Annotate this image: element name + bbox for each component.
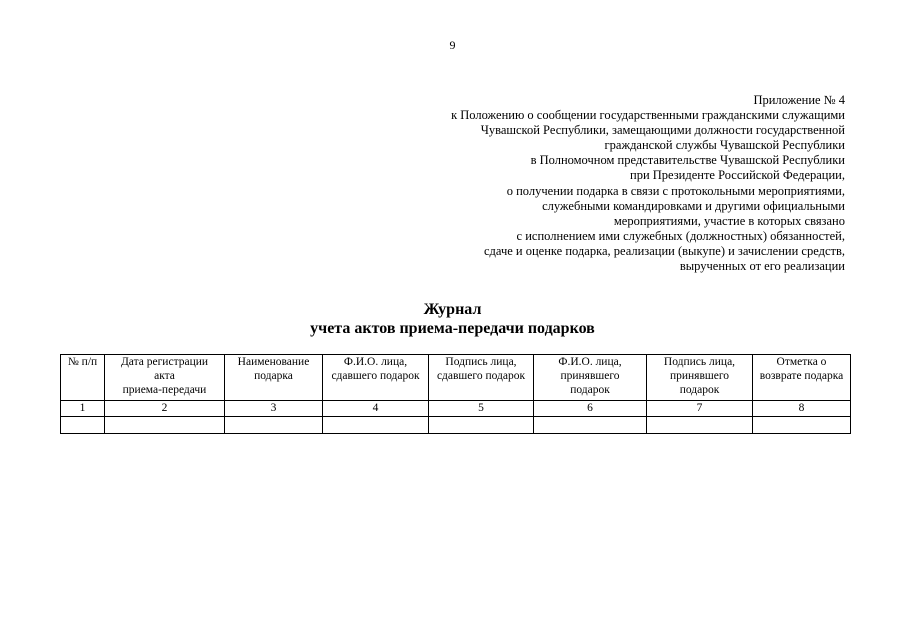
appendix-line: к Положению о сообщении государственными гражданскими служащими bbox=[451, 108, 845, 123]
column-number-cell: 1 bbox=[61, 401, 105, 417]
empty-cell bbox=[753, 417, 851, 434]
empty-cell bbox=[429, 417, 534, 434]
appendix-line: вырученных от его реализации bbox=[679, 259, 845, 274]
column-number-cell: 3 bbox=[225, 401, 323, 417]
table-row bbox=[61, 417, 851, 434]
empty-cell bbox=[105, 417, 225, 434]
header-cell-submitter-name: Ф.И.О. лица, сдавшего подарок bbox=[323, 355, 429, 401]
appendix-line: Приложение № 4 bbox=[753, 93, 845, 107]
title-line-1: Журнал bbox=[423, 301, 482, 318]
empty-cell bbox=[323, 417, 429, 434]
header-row bbox=[61, 355, 851, 401]
column-number-cell: 4 bbox=[323, 401, 429, 417]
column-number-cell: 2 bbox=[105, 401, 225, 417]
appendix-line: при Президенте Российской Федерации, bbox=[630, 168, 845, 183]
column-number-row bbox=[61, 401, 851, 417]
appendix-line: с исполнением ими служебных (должностных) обязанностей, bbox=[516, 228, 845, 243]
column-number-cell: 6 bbox=[534, 401, 647, 417]
empty-cell bbox=[61, 417, 105, 434]
header-cell-submitter-signature: Подпись лица, сдавшего подарок bbox=[429, 355, 534, 401]
header-cell-number: № п/п bbox=[61, 355, 105, 401]
empty-cell bbox=[534, 417, 647, 434]
header-cell-receiver-signature: Подпись лица, принявшего подарок bbox=[647, 355, 753, 401]
header-cell-receiver-name: Ф.И.О. лица, принявшего подарок bbox=[534, 355, 647, 401]
appendix-line: сдаче и оценке подарка, реализации (выкупе) и зачислении средств, bbox=[484, 243, 845, 258]
column-number-cell: 8 bbox=[753, 401, 851, 417]
title-line-2: учета актов приема-передачи подарков bbox=[310, 320, 595, 337]
appendix-line: гражданской службы Чувашской Республики bbox=[604, 138, 845, 153]
appendix-heading bbox=[375, 93, 845, 274]
empty-cell bbox=[647, 417, 753, 434]
column-number-cell: 5 bbox=[429, 401, 534, 417]
header-cell-gift-name: Наименование подарка bbox=[225, 355, 323, 401]
column-number-cell: 7 bbox=[647, 401, 753, 417]
document-title bbox=[0, 300, 905, 338]
appendix-line: Чувашской Республики, замещающими должности государственной bbox=[480, 123, 845, 138]
appendix-line: мероприятиями, участие в которых связано bbox=[613, 213, 845, 228]
appendix-line: служебными командировками и другими официальными bbox=[542, 198, 845, 213]
page-number: 9 bbox=[449, 38, 456, 52]
header-cell-return-mark: Отметка о возврате подарка bbox=[753, 355, 851, 401]
header-cell-date: Дата регистрации акта приема-передачи bbox=[105, 355, 225, 401]
appendix-line: о получении подарка в связи с протокольными мероприятиями, bbox=[506, 183, 845, 198]
appendix-line: в Полномочном представительстве Чувашской Республики bbox=[530, 153, 845, 168]
empty-cell bbox=[225, 417, 323, 434]
journal-table bbox=[60, 354, 851, 434]
